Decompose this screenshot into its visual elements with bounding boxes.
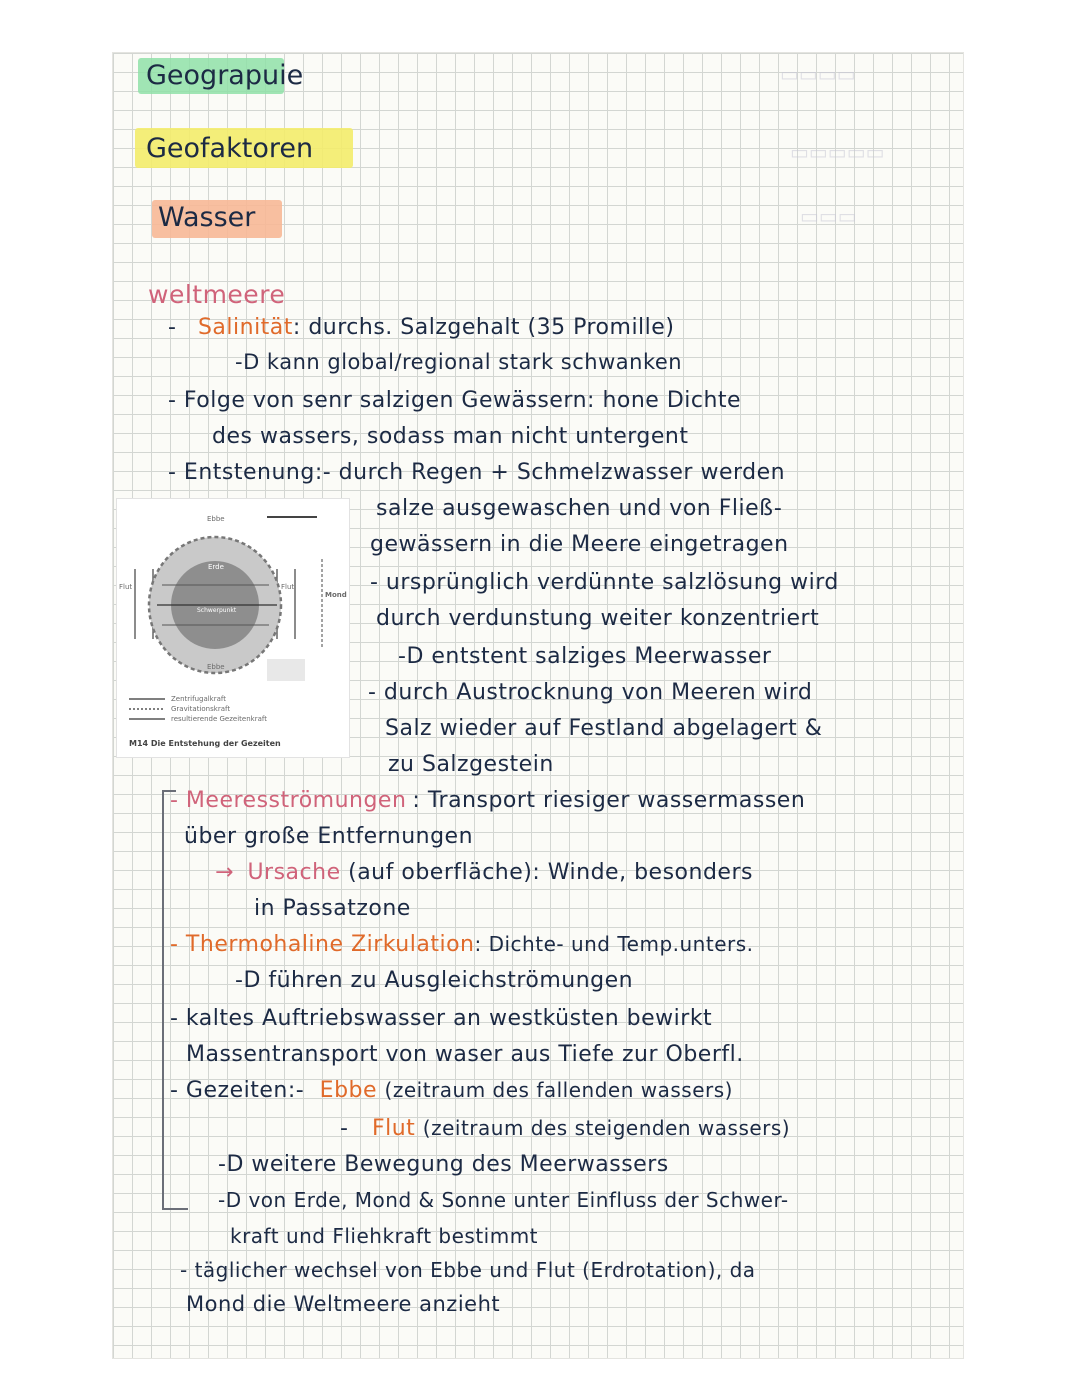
term-thermohaline: - Thermohaline Zirkulation: [170, 932, 475, 957]
bleed-through-mark: ▭▭▭: [800, 204, 857, 228]
label-flut-right: Flut: [281, 583, 295, 591]
bullet: -: [168, 315, 177, 340]
term-ebbe: Ebbe: [319, 1078, 378, 1103]
note-line: - durch Austrocknung von Meeren wird: [368, 680, 813, 705]
note-line: [168, 315, 674, 340]
note-text: : Dichte- und Temp.unters.: [474, 932, 754, 956]
note-line: -D von Erde, Mond & Sonne unter Einfluss der Schwer-: [218, 1188, 789, 1212]
note-line: [340, 1116, 790, 1141]
legend-zentrifugal: Zentrifugalkraft: [171, 695, 226, 703]
term-meeresstroemungen: - Meeresströmungen: [170, 788, 407, 813]
note-line: des wassers, sodass man nicht untergent: [212, 424, 689, 449]
note-text: -: [340, 1116, 349, 1141]
bracket-bottom: [162, 1208, 188, 1210]
label-mond: Mond: [325, 591, 347, 599]
note-line: salze ausgewaschen und von Fließ-: [376, 496, 783, 521]
note-line: -D entstent salziges Meerwasser: [398, 644, 772, 669]
note-line: - kaltes Auftriebswasser an westküsten bewirkt: [170, 1006, 713, 1031]
note-line: - ursprünglich verdünnte salzlösung wird: [370, 570, 839, 595]
note-text: (auf oberfläche): Winde, besonders: [348, 860, 753, 885]
section-heading: Wasser: [158, 202, 256, 233]
arrow-icon: →: [215, 860, 234, 885]
note-line: -D führen zu Ausgleichströmungen: [235, 968, 634, 993]
note-line: Salz wieder auf Festland abgelagert &: [385, 716, 823, 741]
subject-heading: Geograpuie: [146, 60, 304, 91]
label-erde: Erde: [208, 563, 224, 571]
note-line: - Folge von senr salzigen Gewässern: hone Dichte: [168, 388, 742, 413]
note-line: [170, 1078, 733, 1103]
note-line: zu Salzgestein: [388, 752, 554, 777]
term-flut: Flut: [371, 1116, 416, 1141]
note-line: [170, 932, 754, 957]
tide-diagram: [116, 498, 350, 758]
term-salinitaet: Salinität: [197, 315, 293, 340]
note-text: (zeitraum des steigenden wassers): [422, 1116, 791, 1140]
diagram-caption: M14 Die Entstehung der Gezeiten: [129, 739, 281, 748]
label-ebbe-top: Ebbe: [207, 515, 225, 523]
note-line: -D kann global/regional stark schwanken: [235, 350, 683, 374]
note-text: : durchs. Salzgehalt (35 Promille): [292, 315, 675, 340]
label-flut-left: Flut: [119, 583, 133, 591]
note-line: [170, 788, 805, 813]
label-schwerpunkt: Schwerpunkt: [197, 607, 237, 614]
note-line: in Passatzone: [254, 896, 411, 921]
note-line: über große Entfernungen: [184, 824, 474, 849]
topic-heading: Geofaktoren: [146, 133, 314, 164]
note-line: [215, 860, 753, 885]
bleed-through-mark: ▭▭▭▭: [780, 62, 856, 86]
note-line: - täglicher wechsel von Ebbe und Flut (Erdrotation), da: [180, 1258, 756, 1282]
note-text: (zeitraum des fallenden wassers): [384, 1078, 733, 1102]
note-line: Massentransport von waser aus Tiefe zur Oberfl.: [186, 1042, 744, 1067]
label-ebbe-bottom: Ebbe: [207, 663, 225, 671]
note-line: -D weitere Bewegung des Meerwassers: [218, 1152, 669, 1177]
note-text: : Transport riesiger wassermassen: [412, 788, 806, 813]
note-text: - Gezeiten:-: [170, 1078, 305, 1103]
note-line: gewässern in die Meere eingetragen: [370, 532, 789, 557]
term-ursache: Ursache: [247, 860, 341, 885]
legend-gravitation: Gravitationskraft: [171, 705, 231, 713]
weltmeere-heading: weltmeere: [148, 280, 286, 309]
note-line: durch verdunstung weiter konzentriert: [376, 606, 820, 631]
legend-gezeitenkraft: resultierende Gezeitenkraft: [171, 715, 267, 723]
margin-bracket: [162, 790, 164, 1210]
bleed-through-mark: ▭▭▭▭▭: [790, 140, 885, 164]
note-line: Mond die Weltmeere anzieht: [186, 1292, 501, 1316]
note-line: - Entstenung:- durch Regen + Schmelzwasser werden: [168, 460, 786, 485]
note-line: kraft und Fliehkraft bestimmt: [230, 1224, 539, 1248]
